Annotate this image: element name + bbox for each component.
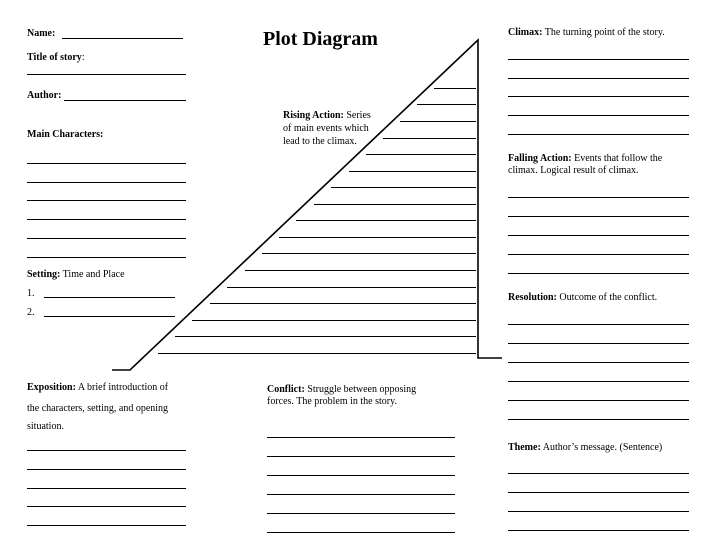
falling-action-desc-2: climax. Logical result of climax. bbox=[508, 165, 639, 176]
falling-action-line[interactable] bbox=[508, 197, 689, 198]
rising-action-line[interactable] bbox=[175, 336, 476, 337]
rising-action-line[interactable] bbox=[349, 171, 476, 172]
name-label: Name: bbox=[27, 28, 56, 39]
rising-action-line[interactable] bbox=[366, 154, 476, 155]
resolution-line[interactable] bbox=[508, 343, 689, 344]
exposition-desc-3: situation. bbox=[27, 421, 64, 432]
author-label: Author: bbox=[27, 90, 62, 101]
climax-line[interactable] bbox=[508, 59, 689, 60]
resolution-line[interactable] bbox=[508, 324, 689, 325]
rising-action-line[interactable] bbox=[314, 204, 476, 205]
theme-label: Theme: Author’s message. (Sentence) bbox=[508, 442, 663, 453]
climax-line[interactable] bbox=[508, 96, 689, 97]
rising-action-line[interactable] bbox=[279, 237, 476, 238]
falling-action-line[interactable] bbox=[508, 235, 689, 236]
climax-line[interactable] bbox=[508, 78, 689, 79]
falling-action-line[interactable] bbox=[508, 273, 689, 274]
rising-action-line[interactable] bbox=[296, 220, 476, 221]
theme-line[interactable] bbox=[508, 473, 689, 474]
theme-line[interactable] bbox=[508, 492, 689, 493]
falling-action-label: Falling Action: Events that follow the bbox=[508, 153, 663, 164]
title-of-story-label: Title of story: bbox=[27, 52, 85, 63]
rising-action-label: Rising Action: Series bbox=[283, 110, 371, 121]
rising-action-line[interactable] bbox=[331, 187, 476, 188]
climax-label: Climax: The turning point of the story. bbox=[508, 27, 665, 38]
theme-line[interactable] bbox=[508, 530, 689, 531]
resolution-line[interactable] bbox=[508, 419, 689, 420]
rising-action-line[interactable] bbox=[434, 88, 476, 89]
rising-action-line[interactable] bbox=[262, 253, 476, 254]
rising-action-line[interactable] bbox=[417, 104, 476, 105]
resolution-line[interactable] bbox=[508, 381, 689, 382]
rising-action-line[interactable] bbox=[245, 270, 476, 271]
rising-action-line[interactable] bbox=[158, 353, 476, 354]
falling-action-line[interactable] bbox=[508, 216, 689, 217]
rising-action-line[interactable] bbox=[192, 320, 476, 321]
setting-item-1-number: 1. bbox=[27, 288, 35, 299]
rising-action-desc-3: lead to the climax. bbox=[283, 136, 357, 147]
conflict-desc-2: forces. The problem in the story. bbox=[267, 396, 397, 407]
rising-action-desc-2: of main events which bbox=[283, 123, 369, 134]
setting-label: Setting: Time and Place bbox=[27, 269, 125, 280]
exposition-label: Exposition: A brief introduction of bbox=[27, 382, 169, 393]
rising-action-line[interactable] bbox=[383, 138, 476, 139]
exposition-desc-2: the characters, setting, and opening bbox=[27, 403, 169, 414]
conflict-label: Conflict: Struggle between opposing bbox=[267, 384, 417, 395]
resolution-line[interactable] bbox=[508, 400, 689, 401]
theme-line[interactable] bbox=[508, 511, 689, 512]
climax-line[interactable] bbox=[508, 134, 689, 135]
resolution-line[interactable] bbox=[508, 362, 689, 363]
climax-line[interactable] bbox=[508, 115, 689, 116]
resolution-label: Resolution: Outcome of the conflict. bbox=[508, 292, 658, 303]
page-title: Plot Diagram bbox=[263, 28, 378, 50]
main-characters-label: Main Characters: bbox=[27, 129, 104, 140]
rising-action-line[interactable] bbox=[210, 303, 476, 304]
falling-action-line[interactable] bbox=[508, 254, 689, 255]
rising-action-line[interactable] bbox=[400, 121, 476, 122]
rising-action-line[interactable] bbox=[227, 287, 476, 288]
setting-item-2-number: 2. bbox=[27, 307, 35, 318]
